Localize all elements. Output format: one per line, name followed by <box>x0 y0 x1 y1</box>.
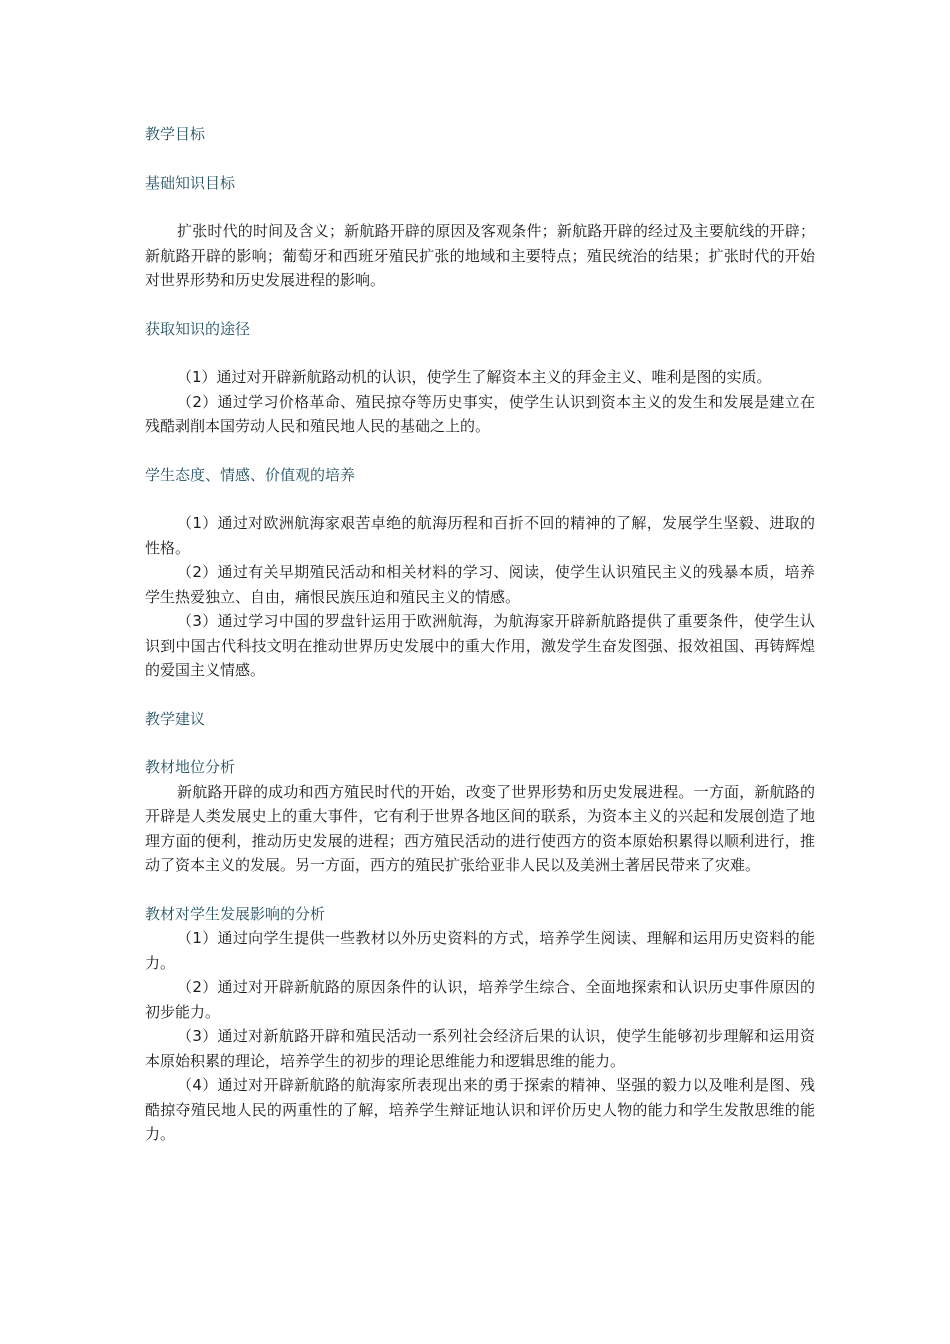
paragraph-approach-2: （2）通过学习价格革命、殖民掠夺等历史事实，使学生认识到资本主义的发生和发展是建立在残酷剥削本国劳动人民和殖民地人民的基础之上的。 <box>145 392 815 435</box>
heading-attitude: 学生态度、情感、价值观的培养 <box>145 465 356 484</box>
paragraph-textbook-position: 新航路开辟的成功和西方殖民时代的开始，改变了世界形势和历史发展进程。一方面，新航路的开辟是人类发展史上的重大事件，它有利于世界各地区间的联系，为资本主义的兴起和发展创造了地理方面的便利，推动历史发展的进程；西方殖民活动的进行使西方的资本原始积累得以顺利进行，推动了资本主义的发展。另一方面，西方的殖民扩张给亚非人民以及美洲土著居民带来了灾难。 <box>145 782 815 874</box>
paragraph-influence-4: （4）通过对开辟新航路的航海家所表现出来的勇于探索的精神、坚强的毅力以及唯利是图、残酷掠夺殖民地人民的两重性的了解，培养学生辩证地认识和评价历史人物的能力和学生发散思维的能力。 <box>145 1076 815 1143</box>
paragraph-approach-1: （1）通过对开辟新航路动机的认识，使学生了解资本主义的拜金主义、唯利是图的实质。 <box>177 368 772 386</box>
paragraph-attitude-1: （1）通过对欧洲航海家艰苦卓绝的航海历程和百折不回的精神的了解，发展学生坚毅、进取的性格。 <box>145 514 815 557</box>
paragraph-attitude-2: （2）通过有关早期殖民活动和相关材料的学习、阅读，使学生认识殖民主义的残暴本质，培养学生热爱独立、自由，痛恨民族压迫和殖民主义的情感。 <box>145 563 815 606</box>
paragraph-influence-1: （1）通过向学生提供一些教材以外历史资料的方式，培养学生阅读、理解和运用历史资料的能力。 <box>145 929 815 972</box>
heading-basic-knowledge: 基础知识目标 <box>145 173 236 192</box>
paragraph-influence-3: （3）通过对新航路开辟和殖民活动一系列社会经济后果的认识，使学生能够初步理解和运用资本原始积累的理论，培养学生的初步的理论思维能力和逻辑思维的能力。 <box>145 1027 815 1070</box>
paragraph-basic-knowledge: 扩张时代的时间及含义；新航路开辟的原因及客观条件；新航路开辟的经过及主要航线的开辟；新航路开辟的影响；葡萄牙和西班牙殖民扩张的地域和主要特点；殖民统治的结果；扩张时代的开始对世界形势和历史发展进程的影响。 <box>145 222 815 289</box>
heading-textbook-position: 教材地位分析 <box>145 758 236 776</box>
heading-teaching-goals: 教学目标 <box>145 125 206 143</box>
heading-influence-analysis: 教材对学生发展影响的分析 <box>145 904 326 923</box>
document-body <box>145 122 815 1147</box>
paragraph-attitude-3: （3）通过学习中国的罗盘针运用于欧洲航海，为航海家开辟新航路提供了重要条件，使学生认识到中国古代科技文明在推动世界历史发展中的重大作用，激发学生奋发图强、报效祖国、再铸辉煌的爱国主义情感。 <box>145 612 815 679</box>
heading-knowledge-approach: 获取知识的途径 <box>145 319 251 338</box>
paragraph-influence-2: （2）通过对开辟新航路的原因条件的认识，培养学生综合、全面地探索和认识历史事件原因的初步能力。 <box>145 978 815 1021</box>
heading-teaching-suggestions: 教学建议 <box>145 709 206 728</box>
